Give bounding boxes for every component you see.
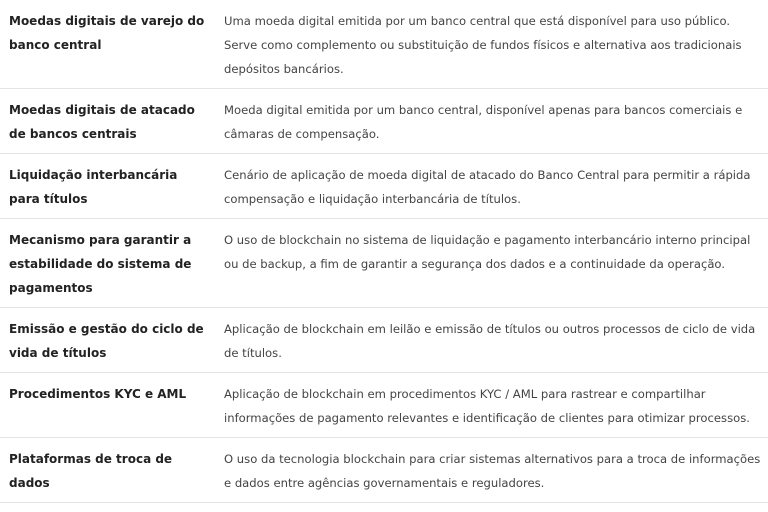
table-row — [0, 89, 768, 154]
row-description: Aplicação de blockchain em procedimentos KYC / AML para rastrear e compartilhar informações de pagamento relevantes e identificação de clientes para otimizar processos. — [224, 387, 750, 425]
row-term: Moedas digitais de atacado de bancos centrais — [9, 103, 195, 141]
table-row — [0, 438, 768, 503]
row-term: Plataformas de troca de dados — [9, 452, 173, 490]
row-term: Mecanismo para garantir a estabilidade do sistema de pagamentos — [9, 233, 192, 295]
row-description: O uso da tecnologia blockchain para criar sistemas alternativos para a troca de informações e dados entre agências governamentais e reguladores. — [224, 452, 761, 490]
row-term: Moedas digitais de varejo do banco central — [9, 14, 205, 52]
table-row — [0, 219, 768, 308]
row-description: O uso de blockchain no sistema de liquidação e pagamento interbancário interno principal ou de backup, a fim de garantir a segurança dos dados e a continuidade da operação. — [224, 233, 751, 271]
table-row — [0, 308, 768, 373]
row-term: Emissão e gestão do ciclo de vida de títulos — [9, 322, 204, 360]
table-row — [0, 0, 768, 89]
row-description: Cenário de aplicação de moeda digital de atacado do Banco Central para permitir a rápida compensação e liquidação interbancária de títulos. — [224, 168, 751, 206]
row-description: Moeda digital emitida por um banco central, disponível apenas para bancos comerciais e câmaras de compensação. — [224, 103, 743, 141]
row-term: Procedimentos KYC e AML — [9, 387, 187, 401]
row-description: Uma moeda digital emitida por um banco central que está disponível para uso público. Serve como complemento ou substituição de fundos físicos e alternativa aos tradicionais depósitos bancários. — [224, 14, 742, 76]
row-term: Liquidação interbancária para títulos — [9, 168, 178, 206]
table-row — [0, 154, 768, 219]
row-description: Aplicação de blockchain em leilão e emissão de títulos ou outros processos de ciclo de vida de títulos. — [224, 322, 756, 360]
table-row — [0, 373, 768, 438]
